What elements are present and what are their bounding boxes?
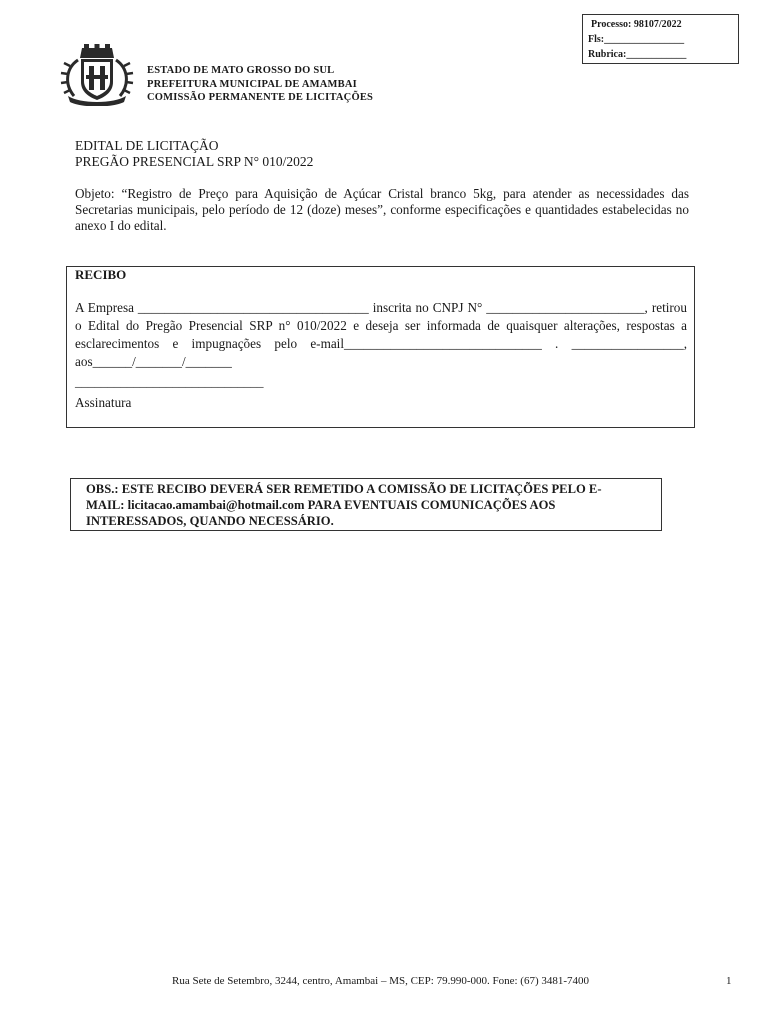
commission-name: COMISSÃO PERMANENTE DE LICITAÇÕES xyxy=(147,92,374,103)
pregao-title: PREGÃO PRESENCIAL SRP N° 010/2022 xyxy=(75,154,314,169)
obs-line-1: OBS.: ESTE RECIBO DEVERÁ SER REMETIDO A COMISSÃO DE LICITAÇÕES PELO E- xyxy=(86,482,602,496)
prefecture-name: PREFEITURA MUNICIPAL DE AMAMBAI xyxy=(147,78,357,90)
signature-line: _____________________________ xyxy=(75,374,264,389)
obs-line-3: INTERESSADOS, QUANDO NECESSÁRIO. xyxy=(86,514,334,528)
document-title xyxy=(75,138,313,170)
process-number: Processo: 98107/2022 xyxy=(591,19,682,30)
recibo-title: RECIBO xyxy=(75,267,127,282)
footer-address: Rua Sete de Setembro, 3244, centro, Amambai – MS, CEP: 79.990-000. Fone: (67) 3481-7400 xyxy=(172,975,590,987)
state-name: ESTADO DE MATO GROSSO DO SUL xyxy=(147,65,335,76)
signature-label: Assinatura xyxy=(75,395,132,410)
process-box xyxy=(582,14,739,64)
observation-box xyxy=(70,478,662,531)
coat-of-arms-icon xyxy=(60,44,134,106)
page-number: 1 xyxy=(726,975,732,987)
rubrica-field: Rubrica:____________ xyxy=(588,49,687,60)
obs-line-2: MAIL: licitacao.amambai@hotmail.com PARA EVENTUAIS COMUNICAÇÕES AOS xyxy=(86,498,556,512)
fls-field: Fls:________________ xyxy=(588,34,685,45)
letterhead xyxy=(147,64,373,105)
edital-title: EDITAL DE LICITAÇÃO xyxy=(75,138,219,153)
recibo-text: A Empresa ___________________________________ inscrita no CNPJ N° ________________________, retirou o Edital do Pregão Presencial SRP n° 010/2022 e deseja ser informada de quaisquer alterações, respostas a esclarecimentos e impugnações pelo e-mail______________________________ . _________________, aos______/_______/_______ xyxy=(75,300,687,369)
object-paragraph: Objeto: “Registro de Preço para Aquisição de Açúcar Cristal branco 5kg, para atender as necessidades das Secretarias municipais, pelo período de 12 (doze) meses”, conforme especificações e quantidades estabelecidas no anexo I do edital. xyxy=(75,186,689,233)
